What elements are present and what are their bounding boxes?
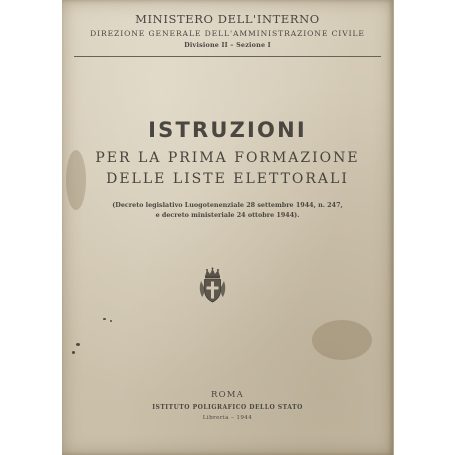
direction-heading: DIREZIONE GENERALE DELL'AMMINISTRAZIONE CIVILE [90, 29, 365, 38]
ink-speck [103, 318, 106, 320]
page-title: ISTRUZIONI [148, 118, 307, 142]
decree-line-1: (Decreto legislativo Luogotenenziale 28 settembre 1944, n. 247, [112, 201, 343, 209]
coat-of-arms-icon [197, 267, 228, 304]
paper-stain [66, 150, 86, 210]
decree-line-2: e decreto ministeriale 24 ottobre 1944). [155, 211, 300, 219]
publisher-name: ISTITUTO POLIGRAFICO DELLO STATO [152, 404, 303, 411]
publication-year: Libreria – 1944 [202, 415, 253, 421]
subtitle-line-1: PER LA PRIMA FORMAZIONE [95, 150, 360, 166]
header-divider [74, 56, 381, 57]
booklet-cover [62, 0, 394, 455]
ink-speck [72, 351, 75, 354]
ministry-heading: MINISTERO DELL'INTERNO [135, 12, 320, 26]
division-heading: Divisione II – Sezione I [184, 41, 271, 49]
subtitle-line-2: DELLE LISTE ELETTORALI [106, 171, 349, 187]
ink-speck [76, 343, 80, 346]
publication-place: ROMA [210, 390, 244, 400]
paper-stain [312, 320, 372, 360]
ink-speck [110, 320, 112, 322]
